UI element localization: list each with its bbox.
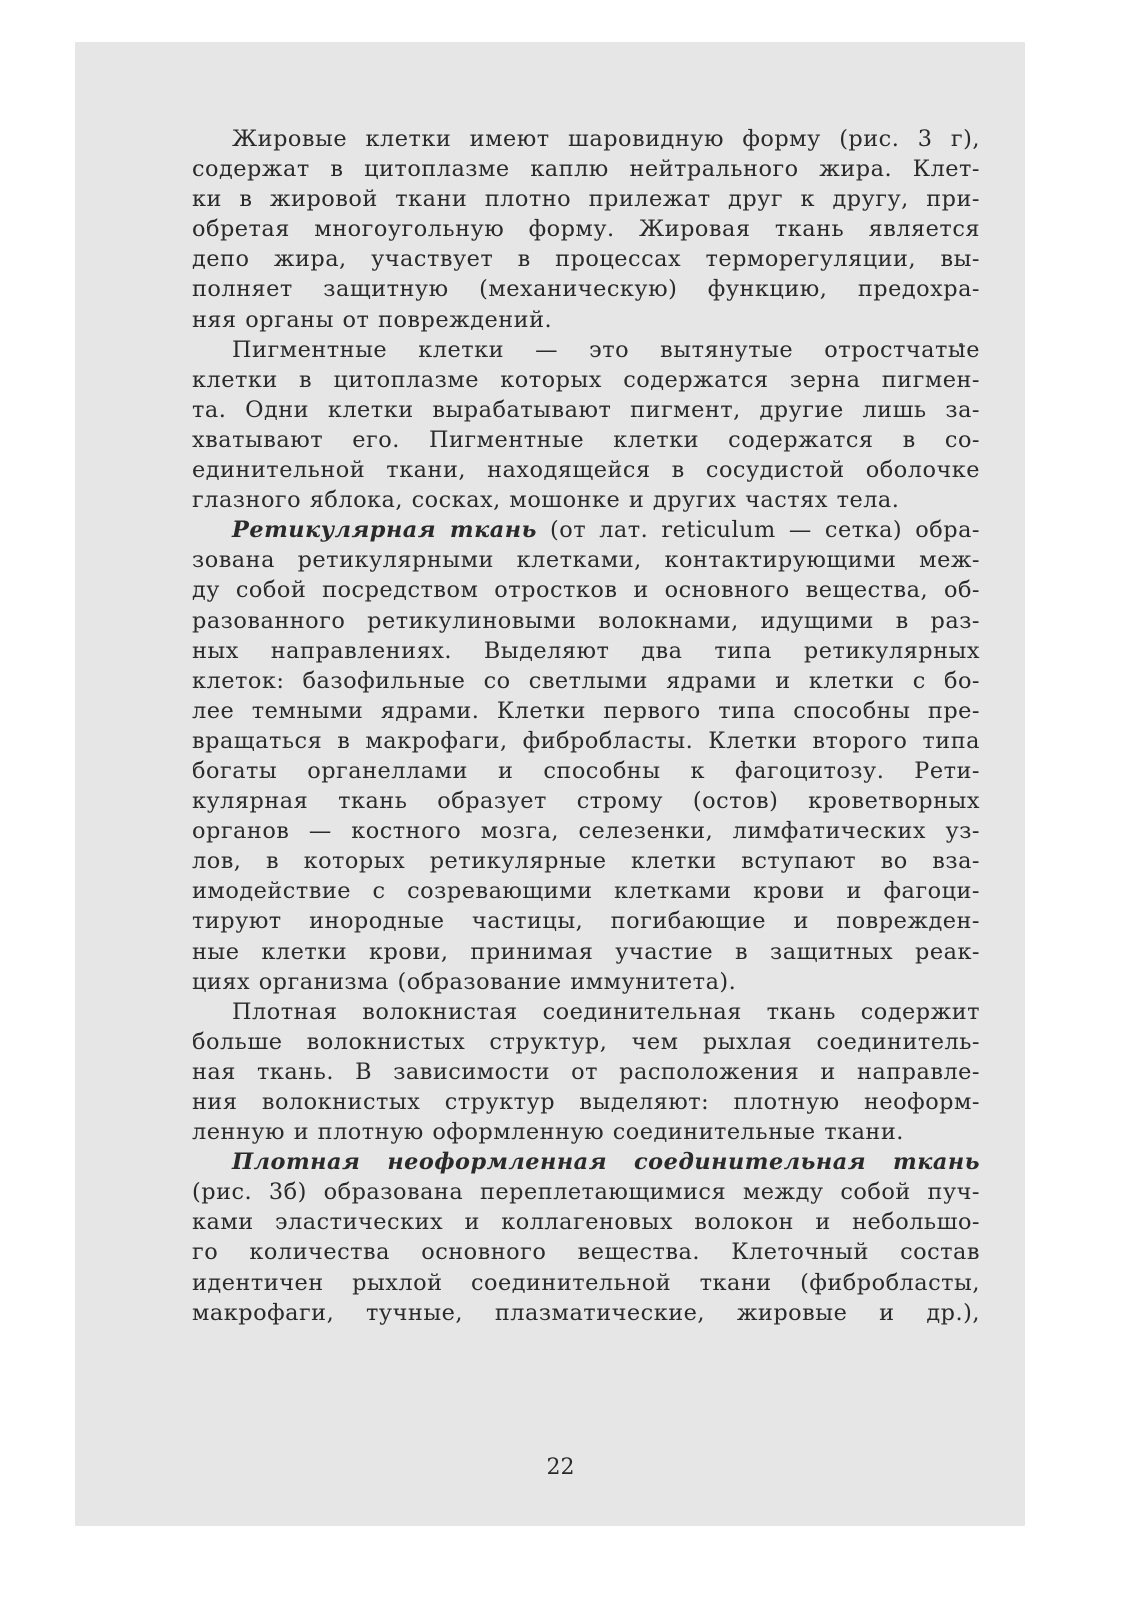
text-line-mixed xyxy=(192,515,980,545)
text-line: ния волокнистых структур выделяют: плотную неоформ- xyxy=(192,1089,980,1115)
text-line: полняет защитную (механическую) функцию, предохра- xyxy=(192,276,980,303)
text-line: больше волокнистых структур, чем рыхлая соединитель- xyxy=(192,1028,980,1055)
text-line: го количества основного вещества. Клеточный состав xyxy=(192,1239,980,1266)
text-line: клетки в цитоплазме которых содержатся зерна пигмен- xyxy=(192,366,980,393)
text-line: идентичен рыхлой соединительной ткани (фибробласты, xyxy=(192,1269,980,1296)
text-line: глазного яблока, сосках, мошонке и других частях тела. xyxy=(192,487,900,514)
text-line: депо жира, участвует в процессах терморегуляции, вы- xyxy=(192,246,980,273)
text-line: няя органы от повреждений. xyxy=(192,306,553,333)
text-line: Пигментные клетки — это вытянутые отростчатые xyxy=(232,336,980,363)
text-line: ки в жировой ткани плотно прилежат друг к другу, при- xyxy=(192,186,980,213)
text-line: содержат в цитоплазме каплю нейтрального жира. Клет- xyxy=(192,156,980,183)
text-line: (рис. 3б) образована переплетающимися между собой пуч- xyxy=(192,1179,980,1206)
text-line: циях организма (образование иммунитета). xyxy=(192,968,737,995)
text-line: богаты органеллами и способны к фагоцитозу. Рети- xyxy=(192,757,980,784)
text-line: кулярная ткань образует строму (остов) кроветворных xyxy=(192,788,980,815)
page-number: 22 xyxy=(546,1455,575,1480)
text-line: Жировые клетки имеют шаровидную форму (рис. 3 г), xyxy=(232,126,980,152)
text-line: обретая многоугольную форму. Жировая ткань является xyxy=(192,216,980,243)
text-line: хватывают его. Пигментные клетки содержатся в со- xyxy=(192,426,980,453)
text-line: Плотная волокнистая соединительная ткань содержит xyxy=(232,998,980,1025)
text-line: ные клетки крови, принимая участие в защитных реак- xyxy=(192,938,980,965)
text-line: имодействие с созревающими клетками крови и фагоци- xyxy=(192,878,980,905)
text-line: вращаться в макрофаги, фибробласты. Клетки второго типа xyxy=(192,727,980,754)
body-text xyxy=(192,124,980,1328)
text-line: ных направлениях. Выделяют два типа ретикулярных xyxy=(192,637,980,664)
text-line: ду собой посредством отростков и основного вещества, об- xyxy=(192,577,980,604)
text-line: та. Одни клетки вырабатывают пигмент, другие лишь за- xyxy=(192,396,980,423)
text-line: лов, в которых ретикулярные клетки вступают во вза- xyxy=(192,848,980,875)
text-line: органов — костного мозга, селезенки, лимфатических уз- xyxy=(192,818,980,845)
text-line: макрофаги, тучные, плазматические, жировые и др.), xyxy=(192,1299,980,1326)
text-line: лее темными ядрами. Клетки первого типа способны пре- xyxy=(192,697,980,724)
term-dense-irregular-tissue: Плотная неоформленная соединительная ткань xyxy=(232,1149,980,1176)
text-line: разованного ретикулиновыми волокнами, идущими в раз- xyxy=(192,607,980,634)
text-line: зована ретикулярными клетками, контактирующими меж- xyxy=(192,547,980,574)
text-fragment: (от лат. reticulum — сетка) обра- xyxy=(536,517,980,544)
text-line: ками эластических и коллагеновых волокон и небольшо- xyxy=(192,1209,980,1236)
term-reticular-tissue: Ретикулярная ткань xyxy=(232,517,537,544)
text-line: клеток: базофильные со светлыми ядрами и клетки с бо- xyxy=(192,667,980,694)
text-line: ная ткань. В зависимости от расположения и направле- xyxy=(192,1058,980,1085)
text-line: тируют инородные частицы, погибающие и поврежден- xyxy=(192,908,980,935)
text-line: ленную и плотную оформленную соединительные ткани. xyxy=(192,1119,904,1146)
text-line: единительной ткани, находящейся в сосудистой оболочке xyxy=(192,457,980,484)
